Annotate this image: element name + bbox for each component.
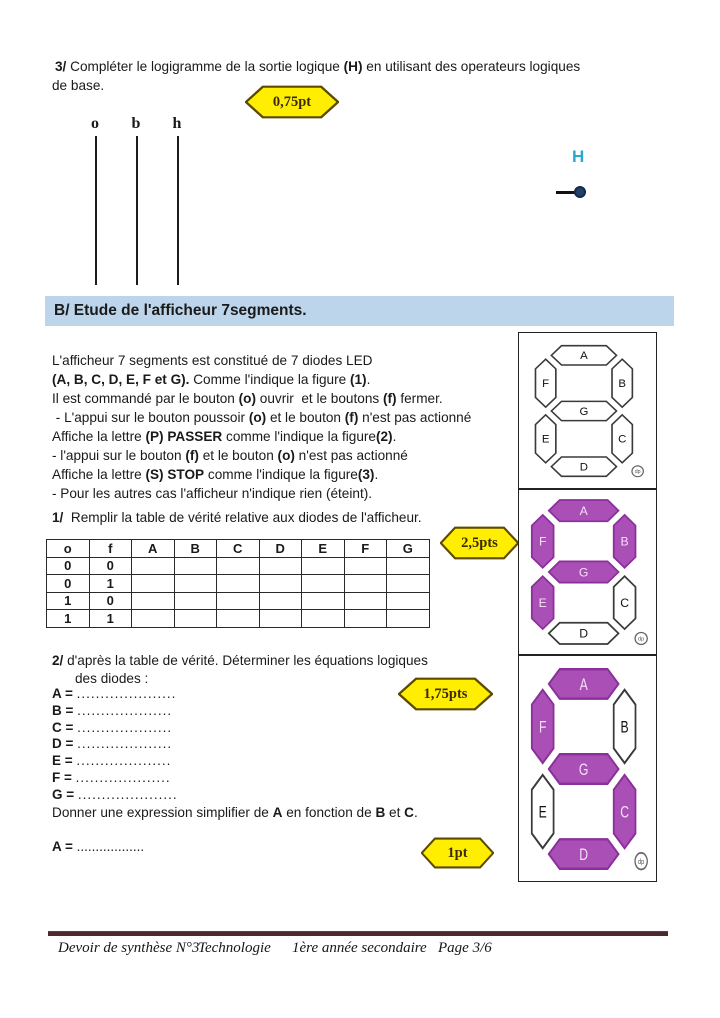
- figure-1-afficheur-eteint: [531, 343, 645, 479]
- truth-table-empty-cell: [387, 592, 430, 610]
- truth-table: [46, 539, 430, 628]
- dotted-answer-space: ....................: [77, 719, 173, 735]
- segment-label-C: C: [617, 433, 626, 446]
- truth-table-row: [47, 592, 430, 610]
- truth-table-value-cell: 1: [89, 575, 132, 593]
- output-h-label: H: [572, 147, 585, 166]
- truth-table-empty-cell: [132, 610, 175, 628]
- truth-table-empty-cell: [217, 610, 260, 628]
- segment-label-C: C: [619, 596, 629, 610]
- equation-line-A: [52, 686, 178, 703]
- truth-table-empty-cell: [174, 592, 217, 610]
- truth-table-header-cell: B: [174, 540, 217, 558]
- truth-table-header-cell: G: [387, 540, 430, 558]
- question3-text-line1: 3/ Compléter le logigramme de la sortie logique (H) en utilisant des operateurs logiques: [55, 59, 581, 74]
- output-node-dot: [574, 186, 586, 198]
- segment-label-D: D: [578, 845, 588, 865]
- final-equation-line: [52, 839, 144, 854]
- equation-lhs: C =: [52, 719, 78, 735]
- section-b-header: B/ Etude de l'afficheur 7segments.: [45, 296, 674, 326]
- segment-label-B: B: [620, 718, 629, 737]
- equation-lhs: A =: [52, 686, 77, 701]
- intro-paragraph: [52, 351, 532, 503]
- truth-table-empty-cell: [132, 575, 175, 593]
- truth-table-value-cell: 0: [89, 592, 132, 610]
- logigram-input-line-h: [177, 136, 179, 285]
- intro-line: Il est commandé par le bouton (o) ouvrir et le boutons (f) fermer.: [52, 391, 443, 406]
- footer-item-4: Page 3/6: [438, 940, 492, 956]
- truth-table-empty-cell: [387, 557, 430, 575]
- decimal-point-label: dp: [637, 857, 644, 866]
- logigram-input-label-h: h: [172, 115, 182, 132]
- truth-table-row: [47, 575, 430, 593]
- figure-2-lettre-P-box: [518, 489, 657, 655]
- segment-label-F: F: [538, 718, 546, 737]
- segment-label-B: B: [617, 377, 626, 390]
- truth-table-empty-cell: [344, 610, 387, 628]
- footer-item-2: Technologie: [198, 940, 271, 956]
- segment-label-E: E: [538, 596, 547, 610]
- question3-text-line2: de base.: [52, 78, 105, 93]
- equation-line-G: [52, 787, 178, 804]
- dotted-answer-space: ....................: [76, 753, 172, 769]
- equation-line-E: [52, 753, 178, 770]
- truth-table-empty-cell: [259, 575, 302, 593]
- segment-label-A: A: [579, 504, 588, 518]
- truth-table-header-row: [47, 540, 430, 558]
- equation-lhs: A =: [52, 839, 77, 854]
- truth-table-row: [47, 610, 430, 628]
- segment-label-A: A: [579, 349, 588, 362]
- figure-3-lettre-S-box: [518, 655, 657, 882]
- truth-table-header-cell: E: [302, 540, 345, 558]
- truth-table-empty-cell: [174, 575, 217, 593]
- dotted-answer-space: ....................: [75, 769, 171, 785]
- segment-label-F: F: [541, 377, 549, 390]
- truth-table-header-cell: A: [132, 540, 175, 558]
- truth-table-empty-cell: [174, 610, 217, 628]
- intro-line: (A, B, C, D, E, F et G). Comme l'indique la figure (1).: [52, 372, 371, 387]
- equations-list: [52, 686, 178, 804]
- question1-text: 1/ Remplir la table de vérité relative aux diodes de l'afficheur.: [52, 510, 422, 525]
- segment-label-A: A: [579, 675, 588, 694]
- footer-item-3: 1ère année secondaire: [292, 940, 427, 956]
- points-badge-question3: [245, 85, 339, 119]
- intro-line: - l'appui sur le bouton (f) et le bouton (o) n'est pas actionné: [52, 448, 408, 463]
- dotted-answer-space: ..................: [76, 839, 145, 854]
- segment-label-G: G: [578, 405, 588, 418]
- segment-label-E: E: [541, 433, 549, 446]
- badge-label: 1,75pts: [423, 685, 468, 702]
- equation-line-F: [52, 770, 178, 787]
- footer-item-1: Devoir de synthèse N°3: [58, 940, 200, 956]
- truth-table-value-cell: 1: [47, 592, 90, 610]
- figure-3-lettre-S: [527, 665, 649, 873]
- equation-lhs: D =: [52, 736, 78, 752]
- truth-table-empty-cell: [302, 557, 345, 575]
- badge-label: 0,75pt: [272, 93, 312, 110]
- segment-label-G: G: [578, 760, 588, 779]
- truth-table-empty-cell: [387, 575, 430, 593]
- equation-lhs: G =: [52, 786, 78, 802]
- figure-2-lettre-P: [527, 497, 649, 647]
- truth-table-value-cell: 0: [89, 557, 132, 575]
- badge-label: 2,5pts: [461, 534, 498, 551]
- segment-label-F: F: [538, 534, 546, 549]
- segment-label-C: C: [619, 803, 629, 822]
- truth-table-empty-cell: [259, 557, 302, 575]
- dotted-answer-space: .....................: [76, 686, 177, 701]
- question2-text-line1: 2/ d'après la table de vérité. Déterminer les équations logiques: [52, 653, 428, 668]
- intro-line: L'afficheur 7 segments est constitué de 7 diodes LED: [52, 353, 373, 368]
- truth-table-empty-cell: [344, 557, 387, 575]
- truth-table-empty-cell: [132, 557, 175, 575]
- truth-table-empty-cell: [259, 610, 302, 628]
- points-badge-final: [421, 837, 494, 869]
- truth-table-empty-cell: [217, 592, 260, 610]
- truth-table-value-cell: 1: [47, 610, 90, 628]
- truth-table-empty-cell: [302, 575, 345, 593]
- truth-table-header-cell: f: [89, 540, 132, 558]
- equation-lhs: F =: [52, 769, 76, 785]
- points-badge-question2: [398, 677, 493, 711]
- dotted-answer-space: ....................: [77, 736, 173, 752]
- truth-table-value-cell: 1: [89, 610, 132, 628]
- truth-table-header-cell: C: [217, 540, 260, 558]
- truth-table-empty-cell: [174, 557, 217, 575]
- badge-label: 1pt: [447, 844, 468, 861]
- equation-lhs: B =: [52, 702, 78, 718]
- truth-table-header-cell: D: [259, 540, 302, 558]
- logigram-input-line-o: [95, 136, 97, 285]
- segment-label-G: G: [578, 565, 588, 580]
- intro-line: - L'appui sur le bouton poussoir (o) et le bouton (f) n'est pas actionné: [52, 410, 472, 425]
- logigram-input-label-o: o: [91, 115, 99, 132]
- truth-table-value-cell: 0: [47, 575, 90, 593]
- equation-lhs: E =: [52, 753, 77, 769]
- segment-label-B: B: [620, 534, 629, 549]
- dotted-answer-space: ....................: [77, 702, 173, 718]
- decimal-point-label: dp: [634, 468, 641, 475]
- truth-table-empty-cell: [344, 575, 387, 593]
- equation-line-B: [52, 703, 178, 720]
- truth-table-empty-cell: [302, 592, 345, 610]
- intro-line: Affiche la lettre (S) STOP comme l'indique la figure(3).: [52, 467, 379, 482]
- segment-label-D: D: [579, 461, 588, 473]
- truth-table-empty-cell: [132, 592, 175, 610]
- truth-table-empty-cell: [387, 610, 430, 628]
- truth-table-empty-cell: [344, 592, 387, 610]
- truth-table-empty-cell: [217, 557, 260, 575]
- question2-text-line2: des diodes :: [75, 671, 149, 686]
- figure-1-afficheur-eteint-box: [518, 332, 657, 489]
- truth-table-value-cell: 0: [47, 557, 90, 575]
- equation-line-D: [52, 736, 178, 753]
- dotted-answer-space: .....................: [77, 786, 178, 802]
- footer-divider: [48, 931, 668, 936]
- truth-table-header-cell: F: [344, 540, 387, 558]
- segment-label-D: D: [578, 626, 588, 641]
- intro-line: Affiche la lettre (P) PASSER comme l'indique la figure(2).: [52, 429, 397, 444]
- logigram-input-label-b: b: [131, 115, 141, 132]
- truth-table-empty-cell: [302, 610, 345, 628]
- truth-table-row: [47, 557, 430, 575]
- logigram-input-line-b: [136, 136, 138, 285]
- equation-line-C: [52, 720, 178, 737]
- truth-table-empty-cell: [217, 575, 260, 593]
- simplify-instruction: Donner une expression simplifier de A en fonction de B et C.: [52, 805, 418, 820]
- truth-table-empty-cell: [259, 592, 302, 610]
- decimal-point-label: dp: [637, 636, 644, 643]
- points-badge-question1: [440, 526, 519, 560]
- segment-label-E: E: [538, 803, 547, 822]
- intro-line: - Pour les autres cas l'afficheur n'indique rien (éteint).: [52, 486, 373, 501]
- truth-table-header-cell: o: [47, 540, 90, 558]
